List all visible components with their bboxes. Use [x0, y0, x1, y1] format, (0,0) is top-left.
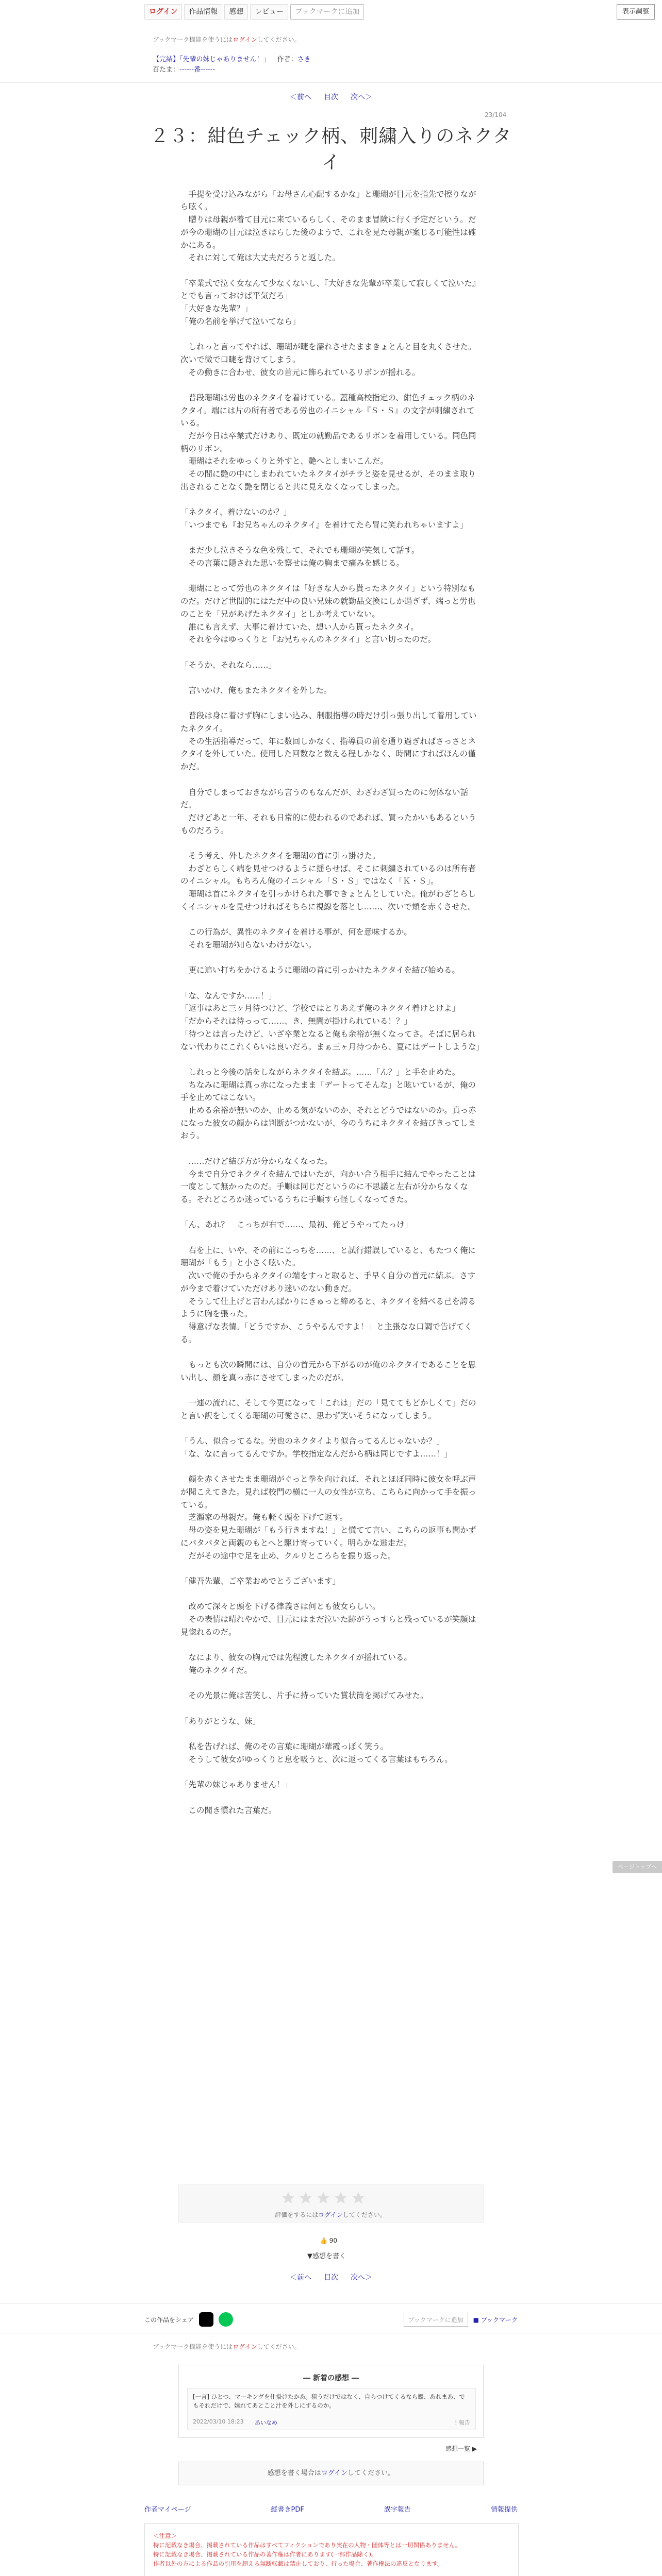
body-paragraph [180, 1766, 482, 1778]
rating-note: 評価をするにはログインしてください。 [275, 2211, 386, 2218]
body-paragraph: 一連の流れに、そして今更になって「これは」だの「見ててもどかしくて」だのと言い訳をしてくる珊瑚の可愛さに、思わず笑いそうになってしまう。 [180, 1398, 476, 1420]
body-paragraph [180, 646, 482, 659]
body-paragraph: 「な、なんですか……！」 [180, 991, 277, 1001]
footer-links [144, 2504, 518, 2514]
login-button[interactable]: ログイン [144, 4, 182, 20]
body-paragraph: もっとも次の瞬間には、自分の首元から下がるのが俺のネクタイであることを思い出し、顔を真っ赤にさせてしまったのだが。 [180, 1360, 476, 1382]
body-paragraph: 珊瑚はそれをゆっくりと外すと、艶へとしまいこんだ。 [180, 456, 388, 466]
body-paragraph: しれっと言ってやれば、珊瑚が睫を濡れさせたままきょとんと目を丸くさせた。次いで微で口睫を背けてしまう。 [180, 342, 476, 364]
write-impression-link[interactable]: ▼感想を書く [307, 2252, 346, 2260]
body-paragraph: そうして彼女がゆっくりと息を吸うと、次に返ってくる言葉はもちろん。 [180, 1754, 453, 1764]
body-paragraph: 「うん、似合ってるな。労也のネクタイより似合ってるんじゃないか？」 [180, 1436, 444, 1446]
toc-link[interactable]: 目次 [324, 93, 338, 101]
caution-title: ＜注意＞ [153, 2532, 177, 2539]
body-paragraph [180, 1346, 482, 1359]
body-paragraph: 「だからそれは待っって……、き、無闇が掛けられている！？」 [180, 1016, 412, 1026]
body-paragraph: まだ少し泣きそうな色を残して、それでも珊瑚が笑気して話す。 [180, 546, 420, 555]
page-top-button[interactable]: ページトップへ [613, 1861, 662, 1873]
body-paragraph: 「ありがとうな、妹」 [180, 1716, 261, 1726]
body-paragraph: その間に艶の中にしまわれていたネクタイがチラと姿を見せるが、そのまま取り出されることなく艶を閉じると共に見えなくなってしまった。 [180, 469, 476, 492]
impressions-list-link[interactable]: 感想一覧 ▶ [445, 2445, 477, 2452]
body-paragraph [180, 1384, 482, 1397]
tag-link[interactable]: ------番------ [179, 66, 216, 74]
divider [0, 82, 662, 83]
body-paragraph: 顔を赤くさせたまま珊瑚がぐっと拳を向ければ、それとほぼ同時に彼女を呼ぶ声が聞こえてきた。見れば校門の横に一人の女性が立ち、こちらに向かって手を振っている。 [180, 1475, 476, 1510]
body-paragraph [180, 1231, 482, 1244]
bookmark-note: ブックマーク機能を使うにはログインしてください。 [153, 36, 301, 43]
impression-date: 2022/03/10 18:23 [193, 2418, 244, 2425]
body-paragraph [180, 494, 482, 506]
body-paragraph: 「な、なに言ってるんですか。学校指定なんだから柄は同じですよ……！」 [180, 1449, 453, 1459]
body-paragraph: 珊瑚は首にネクタイを引っかけられた事できょとんとしていた。俺がわざとらしくイニシャルを見せつければそちらに視線を落とし……、次いで頬を赤くさせた。 [180, 889, 476, 911]
body-paragraph: 「健吾先輩、ご卒業おめでとうございます」 [180, 1576, 341, 1586]
author-mypage-link[interactable]: 作者マイページ [144, 2506, 191, 2514]
body-paragraph: 母の姿を見た珊瑚が「もう行きますね！」と慌てて言い、こちらの返事も聞かずにパタパタと両親のもとへと駆け寄っていく。明らかな逃走だ。 [180, 1526, 476, 1548]
body-paragraph: しれっと今後の話をしながらネクタイを結ぶ。……「ん？」と手を止めた。 [180, 1067, 460, 1077]
body-paragraph [180, 1053, 482, 1066]
body-paragraph: 手提を受け込みながら「お母さん心配するかな」と珊瑚が目元を指先で擦りながら呟く。 [180, 189, 476, 212]
work-status: 【完結】 [153, 56, 180, 63]
body-paragraph: その生活指導だって、年に数回しかなく、指導員の前を通り過ぎればさっさとネクタイを外していた。使用した回数なと数える程しかなく、時間にすればほんの僅かだ。 [180, 736, 476, 772]
body-paragraph: 「そうか、それなら……」 [180, 660, 277, 670]
body-paragraph: わざとらしく端を見せつけるように揺らせば、そこに刺繍されているのは所有者のイニシャル。もちろん俺のイニシャル「Ｓ・Ｓ」ではなく「Ｋ・Ｓ」。 [180, 863, 476, 886]
body-paragraph [180, 913, 482, 926]
body-paragraph [180, 1422, 482, 1435]
body-paragraph: 「ん、あれ？ こっちが右で……、最初、俺どうやってたっけ」 [180, 1220, 413, 1230]
body-paragraph [180, 1638, 482, 1651]
bookmark-link[interactable]: ■ ブックマーク [473, 2316, 518, 2324]
pagenav-top [144, 92, 518, 102]
impression-item [187, 2388, 476, 2430]
body-paragraph [180, 175, 482, 188]
pagenav-bottom [144, 2272, 518, 2282]
display-settings-button[interactable]: 表示調整 [617, 4, 655, 20]
toc-link[interactable]: 目次 [324, 2274, 338, 2282]
star-icon[interactable] [334, 2191, 348, 2205]
work-title-line: 【完結】「先輩の妹じゃありません！」 作者：さき [153, 56, 311, 63]
body-paragraph [180, 264, 482, 277]
body-paragraph [180, 1562, 482, 1575]
body-paragraph: 「先輩の妹じゃありません！」 [180, 1780, 293, 1790]
write-login-link[interactable]: ログイン [321, 2469, 348, 2477]
body-paragraph: 「待つとは言ったけど、いざ卒業となると俺も余裕が無くなってさ。そばに居られない代わりにこれくらいは良いだろ。まぁ三ヶ月待つから、夏にはデートしような」 [180, 1029, 485, 1052]
body-paragraph: だがその途中で足を止め、クルリところらを振り返った。 [180, 1551, 396, 1561]
caution-box: ＜注意＞ 特に記載なき場合、掲載されている作品はすべてフィクションであり実在の人物・団体等とは一切関係ありません。 特に記載なき場合、掲載されている作品の著作権は作者にあります(一部作品除く)。 作者以外の方による作品の引用を超える無断転載は禁止しており、行った場合、著作権法の違反となります。 [144, 2523, 519, 2576]
star-icon[interactable] [281, 2191, 295, 2205]
body-paragraph: 自分でしまっておきながら言うのもなんだが、わざわざ買ったのに勿体ない話だ。 [180, 787, 469, 810]
body-paragraph: 得意げな表情。「どうですか、こうやるんですよ！」と主張なな口調で告げてくる。 [180, 1321, 472, 1344]
star-icon[interactable] [351, 2191, 366, 2205]
body-paragraph [180, 952, 482, 964]
body-paragraph: 普段珊瑚は労也のネクタイを着けている。蓋種高校指定の、紺色チェック柄のネクタイ。端には片の所有者である労也のイニシャル『Ｓ・Ｓ』の文字が刺繍されている。 [180, 393, 475, 428]
add-bookmark-button[interactable]: ブックマークに追加 [290, 4, 364, 20]
body-paragraph [180, 837, 482, 850]
bookmark-note-bottom: ブックマーク機能を使うにはログインしてください。 [153, 2343, 301, 2350]
work-info-button[interactable]: 作品情報 [184, 4, 222, 20]
bookmark-login-link[interactable]: ログイン [233, 2343, 257, 2350]
body-paragraph: 今まで自分でネクタイを結んではいたが、向かい合う相手に結んでやったことは一度として無かったのだ。手順は同じだというのに不思議と左右が分からなくなる。それどころか迷っているうちに手順すら怪しくなってきた。 [180, 1169, 476, 1204]
prev-link[interactable]: ＜前へ [290, 2274, 311, 2282]
body-paragraph: 珊瑚にとって労也のネクタイは「好きな人から貰ったネクタイ」という特別なものだ。だけど世間的にはただ中の良い兄妹の就勤品交換にしか過ぎず、端っと労也のことを「兄があげたネクタイ」としか考えていない。 [180, 584, 476, 619]
add-bookmark-button[interactable]: ブックマークに追加 [404, 2313, 468, 2327]
body-paragraph: その言葉に隠された思いを察せは俺の胸まで痛みを感じる。 [180, 558, 405, 568]
body-paragraph: ちなみに珊瑚は真っ赤になったまま「デートってそんな」と呟いているが、俺の手を止めてはこない。 [180, 1080, 476, 1103]
body-paragraph [180, 1727, 482, 1740]
body-paragraph: 「大好きな先輩？」 [180, 304, 253, 313]
star-icon[interactable] [316, 2191, 330, 2205]
body-paragraph: 改めて深々と頭を下げる律義さは何とも彼女らしい。 [180, 1602, 380, 1612]
work-title-link[interactable]: 「先輩の妹じゃありません！」 [179, 56, 270, 63]
impression-author-link[interactable]: あいなめ [255, 2419, 277, 2426]
impressions-button[interactable]: 感想 [224, 4, 248, 20]
body-paragraph: 右を上に、いや、その前にこっちを……、と試行錯誤していると、もたつく俺に珊瑚が「もう」と小さく呟いた。 [180, 1245, 476, 1268]
body-paragraph [180, 671, 482, 684]
body-paragraph: 贈りは母親が着て目元に来ているらしく、そのまま冒険に行く予定だという。だが今の珊瑚の目元は泣きはらした後のようで、これを見た母親が案じる可能性は確かにある。 [180, 215, 476, 250]
bookmark-login-link[interactable]: ログイン [233, 36, 257, 43]
body-paragraph: なにより、彼女の胸元では先程渡したネクタイが揺れている。 [180, 1653, 412, 1663]
body-paragraph: 「ネクタイ、着けないのか？」 [180, 507, 291, 517]
body-paragraph: その表情は晴れやかで、目元にはまだ泣いた跡がうっすらと残っているが笑顔は見惚れるのだ。 [180, 1615, 476, 1637]
body-paragraph: それを珊瑚が知らないわけがない。 [180, 940, 317, 950]
body-paragraph: 普段は身に着けず胸にしまい込み、制服指導の時だけ引っ張り出して着用していたネクタイ。 [180, 711, 477, 734]
body-paragraph [180, 977, 482, 990]
body-paragraph [180, 1702, 482, 1715]
likes[interactable] [320, 2237, 337, 2244]
star-icon[interactable] [299, 2191, 313, 2205]
body-paragraph: そうして仕上げと言わんばかりにきゅっと締めると、ネクタイを結べる己を誇るように胸を張った。 [180, 1296, 476, 1319]
body-paragraph: 「いつまでも『お兄ちゃんのネクタイ』を着けてたら冒に笑われちゃいますよ」 [180, 520, 468, 530]
chapter-count: 23/104 [485, 111, 507, 118]
next-link[interactable]: 次へ＞ [351, 93, 372, 101]
share-row [144, 2312, 518, 2327]
body-paragraph: 「卒業式で泣く女なんて少なくないし、『大好きな先輩が卒業して寂しくて泣いた』とでも言っておけば平気だろ」 [180, 278, 481, 301]
likes-count: 90 [329, 2237, 338, 2244]
body-paragraph: 「俺の名前を挙げて泣いてなら」 [180, 316, 301, 326]
body-paragraph [180, 532, 482, 545]
body-paragraph [180, 697, 482, 710]
impressions-heading: ― 新着の感想 ― [303, 2374, 359, 2382]
top-bar [0, 0, 662, 25]
line-share-icon[interactable] [219, 2312, 233, 2327]
rating-login-link[interactable]: ログイン [318, 2211, 343, 2218]
body-paragraph: 俺のネクタイだ。 [180, 1665, 252, 1675]
x-share-icon[interactable] [199, 2312, 213, 2327]
body-paragraph [180, 1677, 482, 1690]
thumbs-up-icon: 👍 [320, 2237, 327, 2244]
body-paragraph: ……だけど結び方が分からなくなった。 [180, 1156, 333, 1166]
body-paragraph: そう考え、外したネクタイを珊瑚の首に引っ掛けた。 [180, 851, 380, 861]
body-paragraph: 更に追い打ちをかけるように珊瑚の首に引っかけたネクタイを結び始める。 [180, 965, 460, 975]
body-paragraph: 次いで俺の手からネクタイの端をすっと取ると、手早く自分の首元に結ぶ。さすが今まで着けていただけあり迷いのない動きだ。 [180, 1271, 476, 1293]
body-paragraph [180, 1142, 482, 1155]
next-link[interactable]: 次へ＞ [351, 2274, 372, 2282]
info-link[interactable]: 情報提供 [490, 2506, 518, 2514]
work-tags-line: 百たま：------番------ [153, 66, 216, 74]
body-paragraph: その動きに合わせ、彼女の首元に飾られているリボンが揺れる。 [180, 367, 420, 377]
chapter-body [180, 175, 485, 1817]
body-paragraph: その光景に俺は苦笑し、片手に持っていた賞状筒を掲げてみせた。 [180, 1691, 428, 1701]
body-paragraph [180, 379, 482, 392]
body-paragraph [180, 570, 482, 583]
typo-report-link[interactable]: 誤字報告 [384, 2506, 411, 2514]
body-paragraph: 言いかけ、俺もまたネクタイを外した。 [180, 685, 332, 695]
body-paragraph: だが今日は卒業式だけあり、既定の就勤品であるリボンを着用している。同色同柄のリボン。 [180, 431, 476, 453]
body-paragraph: それを今はゆっくりと「お兄ちゃんのネクタイ」と言い切ったのだ。 [180, 635, 436, 645]
vertical-pdf-link[interactable]: 縦書きPDF [271, 2506, 304, 2514]
impression-body: [一言] ひとつ、マーキングを仕掛けたかあ。狙うだけではなく、自らつけてくるなら観、あれまあ、でもそれだけで、嬉れてあとこと汁を外しにするのか。 [193, 2393, 465, 2409]
prev-link[interactable]: ＜前へ [290, 93, 311, 101]
body-paragraph: 芝瀬家の母親だ。俺も軽く頭を下げて返す。 [180, 1513, 348, 1522]
rating-stars [281, 2191, 366, 2205]
impressions-box [178, 2365, 484, 2438]
body-paragraph [180, 1791, 482, 1804]
body-paragraph: この聞き慣れた言葉だ。 [180, 1805, 277, 1815]
body-paragraph: 誰にも言えず、大事に着けていた、想い人から貰ったネクタイ。 [180, 622, 419, 632]
body-paragraph: この行為が、異性のネクタイを着ける事が、何を意味するか。 [180, 927, 412, 937]
review-button[interactable]: レビュー [250, 4, 288, 20]
report-link[interactable]: ! 報告 [455, 2419, 470, 2426]
body-paragraph: 「返事はあと三ヶ月待つけど、学校ではとりあえず俺のネクタイ着けとけよ」 [180, 1004, 460, 1013]
write-impression-box: 感想を書く場合はログインしてください。 [178, 2462, 484, 2485]
body-paragraph [180, 328, 482, 341]
top-nav [144, 4, 364, 19]
body-paragraph: だけどあと一年、それも日常的に使われるのであれば、買ったかいもあるというものだろう。 [180, 812, 476, 835]
share-label: この作品をシェア [144, 2316, 194, 2324]
body-paragraph [180, 773, 482, 786]
body-paragraph [180, 1206, 482, 1219]
chapter-title: ２３：紺色チェック柄、刺繍入りのネクタイ [150, 126, 512, 173]
body-paragraph [180, 1588, 482, 1601]
body-paragraph: それに対して俺は大丈夫だろうと返した。 [180, 253, 341, 263]
body-paragraph [180, 1461, 482, 1473]
author-link[interactable]: さき [297, 56, 311, 63]
body-paragraph: 止める余裕が無いのか、止める気がないのか、それとどうではないのか。真っ赤になった彼女の顔からは判断がつかないが、今のうちにネクタイを結びきってしまおう。 [180, 1106, 476, 1141]
body-paragraph: 私を告げれば、俺のその言葉に珊瑚が華霞っぽく笑う。 [180, 1742, 389, 1752]
